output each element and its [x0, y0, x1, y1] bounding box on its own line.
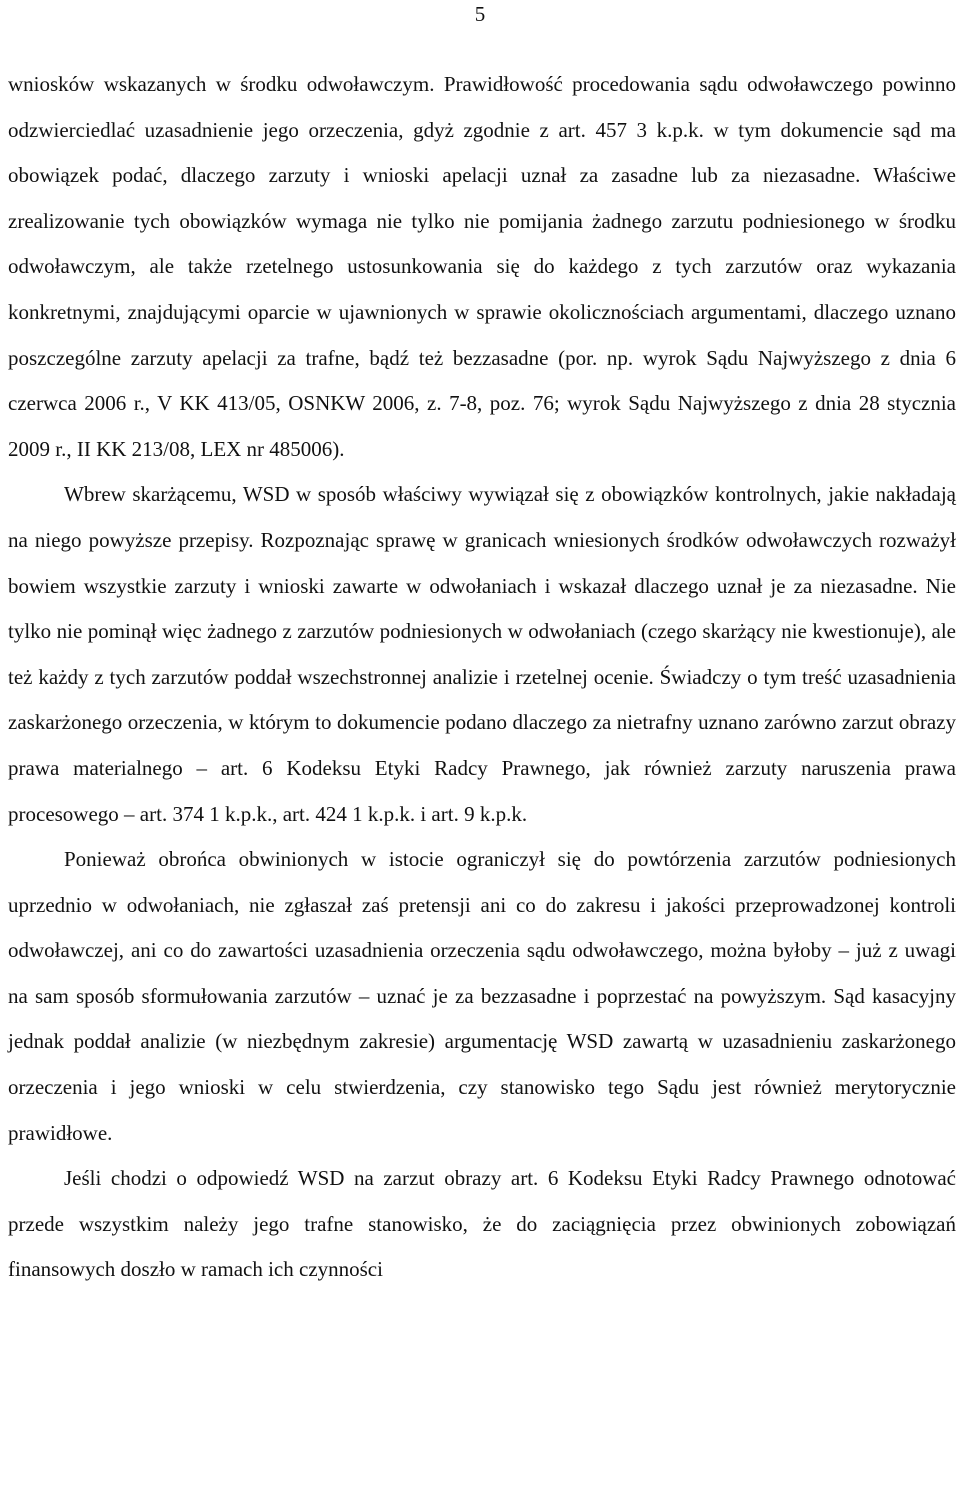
paragraph-4: Jeśli chodzi o odpowiedź WSD na zarzut obrazy art. 6 Kodeksu Etyki Radcy Prawnego odnotować przede wszystkim należy jego trafne stanowisko, że do zaciągnięcia przez obwinionych zobowiązań finansowych doszło w ramach ich czynności [8, 1166, 956, 1282]
page-number: 5 [474, 2, 486, 26]
paragraph-2: Wbrew skarżącemu, WSD w sposób właściwy wywiązał się z obowiązków kontrolnych, jakie nakładają na niego powyższe przepisy. Rozpoznając sprawę w granicach wniesionych środków odwoławczych rozważył bowiem wszystkie zarzuty i wnioski zawarte w odwołaniach i wskazał dlaczego uznał je za niezasadne. Nie tylko nie pominął więc żadnego z zarzutów podniesionych w odwołaniach (czego skarżący nie kwestionuje), ale też każdy z tych zarzutów poddał wszechstronnej analizie i rzetelnej ocenie. Świadczy o tym treść uzasadnienia zaskarżonego orzeczenia, w którym to dokumencie podano dlaczego za nietrafny uznano zarówno zarzut obrazy prawa materialnego – art. 6 Kodeksu Etyki Radcy Prawnego, jak również zarzuty naruszenia prawa procesowego – art. 374 1 k.p.k., art. 424 1 k.p.k. i art. 9 k.p.k. [8, 482, 956, 826]
document-body [8, 62, 956, 1293]
paragraph-1: wniosków wskazanych w środku odwoławczym. Prawidłowość procedowania sądu odwoławczego powinno odzwierciedlać uzasadnienie jego orzeczenia, gdyż zgodnie z art. 457 3 k.p.k. w tym dokumencie sąd ma obowiązek podać, dlaczego zarzuty i wnioski apelacji uznał za zasadne lub za niezasadne. Właściwe zrealizowanie tych obowiązków wymaga nie tylko nie pomijania żadnego zarzutu podniesionego w środku odwoławczym, ale także rzetelnego ustosunkowania się do każdego z tych zarzutów oraz wykazania konkretnymi, znajdującymi oparcie w ujawnionych w sprawie okolicznościach argumentami, dlaczego uznano poszczególne zarzuty apelacji za trafne, bądź też bezzasadne (por. np. wyrok Sądu Najwyższego z dnia 6 czerwca 2006 r., V KK 413/05, OSNKW 2006, z. 7-8, poz. 76; wyrok Sądu Najwyższego z dnia 28 stycznia 2009 r., II KK 213/08, LEX nr 485006). [8, 72, 956, 461]
paragraph-3: Ponieważ obrońca obwinionych w istocie ograniczył się do powtórzenia zarzutów podniesionych uprzednio w odwołaniach, nie zgłaszał zaś pretensji ani co do zakresu i jakości przeprowadzonej kontroli odwoławczej, ani co do zawartości uzasadnienia orzeczenia sądu odwoławczego, można byłoby – już z uwagi na sam sposób sformułowania zarzutów – uznać je za bezzasadne i poprzestać na powyższym. Sąd kasacyjny jednak poddał analizie (w niezbędnym zakresie) argumentację WSD zawartą w uzasadnieniu zaskarżonego orzeczenia i jego wnioski w celu stwierdzenia, czy stanowisko tego Sądu jest również merytorycznie prawidłowe. [8, 847, 956, 1145]
